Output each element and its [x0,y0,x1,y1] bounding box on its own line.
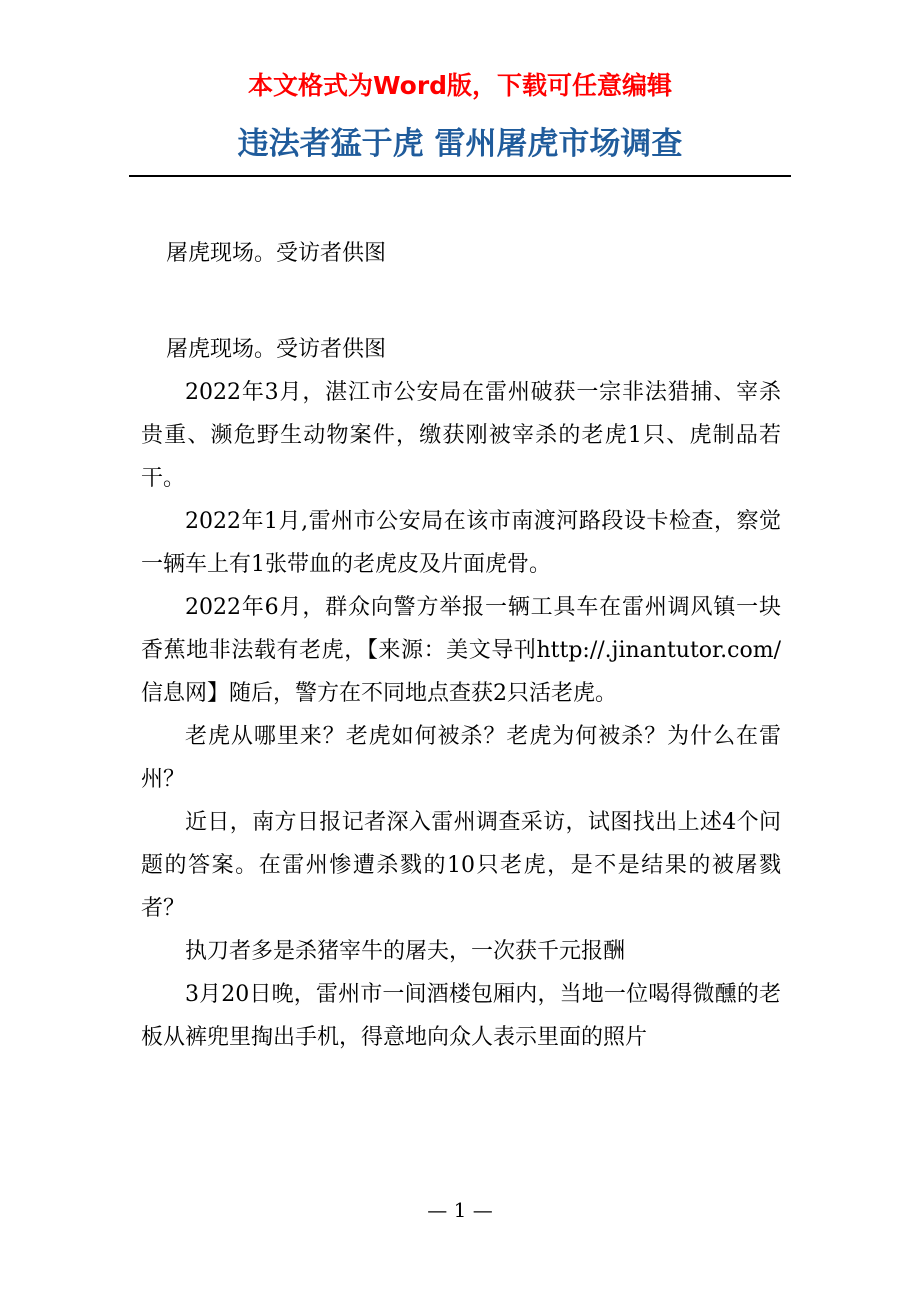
format-notice: 本文格式为Word版，下载可任意编辑 [247,71,673,100]
paragraph: 老虎从哪里来？老虎如何被杀？老虎为何被杀？为什么在雷州？ [141,724,781,792]
image-caption: 屠虎现场。受访者供图 [166,241,387,266]
paragraph: 2022年1月,雷州市公安局在该市南渡河路段设卡检查，察觉一辆车上有1张带血的老虎皮及片面虎骨。 [141,509,781,577]
section-heading: 执刀者多是杀猪宰牛的屠夫，一次获千元报酬 [185,939,626,964]
paragraph: 2022年6月，群众向警方举报一辆工具车在雷州调风镇一块香蕉地非法载有老虎，【来源：美文导刊http://.jinantutor.com/信息网】随后，警方在不同地点查获2只活老虎。 [141,595,781,706]
page-number: — 1 — [427,1198,493,1222]
image-placeholder-gap [141,275,781,328]
document-title: 违法者猛于虎 雷州屠虎市场调查 [237,126,683,162]
paragraph: 近日，南方日报记者深入雷州调查采访，试图找出上述4个问题的答案。在雷州惨遭杀戮的10只老虎，是不是结果的被屠戮者？ [141,810,781,921]
paragraph: 3月20日晚，雷州市一间酒楼包厢内，当地一位喝得微醺的老板从裤兜里掏出手机，得意地向众人表示里面的照片 [141,982,781,1050]
paragraph: 2022年3月，湛江市公安局在雷州破获一宗非法猎捕、宰杀贵重、濒危野生动物案件，缴获刚被宰杀的老虎1只、虎制品若干。 [141,380,781,491]
document-body [141,232,781,1059]
title-divider [129,175,791,177]
image-caption: 屠虎现场。受访者供图 [166,337,387,362]
